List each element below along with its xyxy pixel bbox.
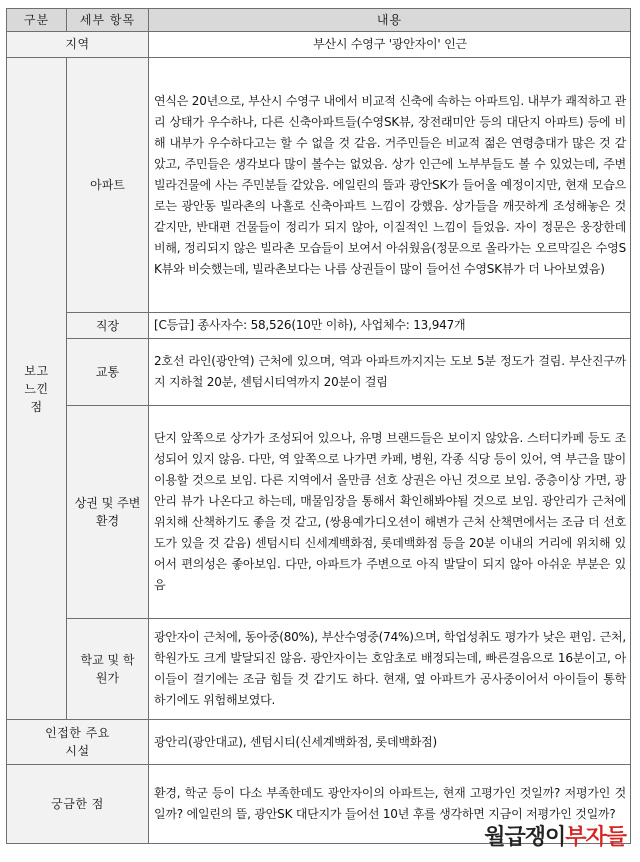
region-label: 지역 <box>7 32 149 58</box>
impression-label-text: 보고 느낀 점 <box>24 363 49 414</box>
region-value: 부산시 수영구 '광안자이' 인근 <box>149 32 631 58</box>
facilities-label <box>7 720 149 765</box>
school-text: 광안자이 근처에, 동아중(80%), 부산수영중(74%)으며, 학업성취도 평가가 낮은 편임. 근처, 학원가도 크게 발달되진 않음. 광안자이는 호암초로 배정되는데, 빠른걸음으로 16분이고, 아이들이 걸기에는 조금 힘들 것 같기도 하다. 현재, 옆 아파트가 공사중이어서 아이들이 통학하기에도 위험해보였다. <box>149 619 631 720</box>
school-row <box>7 619 631 720</box>
commerce-label <box>67 406 149 619</box>
job-label: 직장 <box>67 313 149 339</box>
facilities-row <box>7 720 631 765</box>
apartment-label: 아파트 <box>67 58 149 313</box>
region-row <box>7 32 631 58</box>
apartment-row <box>7 58 631 313</box>
brand-logo <box>484 820 626 851</box>
header-content: 내용 <box>149 9 631 32</box>
transport-row <box>7 339 631 406</box>
job-row <box>7 313 631 339</box>
transport-text: 2호선 라인(광안역) 근처에 있으며, 역과 아파트까지지는 도보 5분 정도가 걸림. 부산진구까지 지하철 20분, 센텀시티역까지 20분이 걸림 <box>149 339 631 406</box>
brand-logo-part2: 부자들 <box>565 825 626 850</box>
header-category: 구분 <box>7 9 67 32</box>
impression-label <box>7 58 67 720</box>
school-label-text: 학교 및 학원가 <box>80 653 135 685</box>
header-subitem: 세부 항목 <box>67 9 149 32</box>
transport-label: 교통 <box>67 339 149 406</box>
question-text: 환경, 학군 등이 다소 부족한데도 광안자이의 아파트는, 현재 고평가인 것일까? 저평가인 것일까? 에일린의 뜰, 광안SK 대단지가 들어선 10년 후를 생각하면 지금이 저평가인 것일까? <box>149 765 631 844</box>
school-label <box>67 619 149 720</box>
question-label: 궁금한 점 <box>7 765 149 844</box>
facilities-label-text: 인접한 주요 시설 <box>45 726 110 758</box>
survey-table <box>6 8 631 844</box>
commerce-text: 단지 앞쪽으로 상가가 조성되어 있으나, 유명 브랜드들은 보이지 않았음. 스터디카페 등도 조성되어 있지 않음. 다만, 역 앞쪽으로 나가면 카페, 병원, 각종 식당 등이 있어, 역 부근을 많이 이용할 것으로 보임. 다른 지역에서 올만큼 선호 상권은 아닌 것으로 보임. 중층이상 가면, 광안리 뷰가 나온다고 하는데, 매물임장을 통해서 확인해봐야될 것으로 보임. 광안리가 근처에 위치해 산책하기도 좋을 것 같고, (쌍용예가디오션이 해변가 근처 산책면에서는 조금 더 선호도가 있을 것 같음) 센텀시티 신세계백화점, 롯데백화점 등을 20분 이내의 거리에 위치해 있어서 편의성은 좋아보임. 다만, 아파트가 주변으로 아직 발달이 되지 않아 아쉬운 부분은 있음 <box>149 406 631 619</box>
brand-logo-part1: 월급쟁이 <box>484 825 566 850</box>
apartment-text: 연식은 20년으로, 부산시 수영구 내에서 비교적 신축에 속하는 아파트임. 내부가 쾌적하고 관리 상태가 우수하나, 다른 신축아파트들(수영SK뷰, 장전래미안 등의 대단지 아파트) 등에 비해 내부가 우수하다고는 할 수 없을 것 같음. 거주민들은 비교적 젊은 연령층대가 많은 것 같았고, 주민들은 생각보다 많이 볼수는 없었음. 상가 인근에 노부부들도 볼 수 있었는데, 주변 빌라건물에 사는 주민분들 같았음. 에일린의 뜰과 광안SK가 들어올 예정이지만, 현재 모습으로는 광안동 빌라촌의 나홀로 신축아파트 느낌이 강했음. 상가들을 깨끗하게 조성해놓은 것 같지만, 반대편 건물들이 정리가 되지 않아, 이질적인 느낌이 들었음. 자이 정문은 웅장한데 비해, 정리되지 않은 빌라촌 모습들이 보여서 아쉬웠음(정문으로 올라가는 오르막길은 수영SK뷰와 비슷했는데, 빌라촌보다는 나름 상권들이 많이 들어선 수영SK뷰가 더 나아보였음) <box>149 58 631 313</box>
commerce-row <box>7 406 631 619</box>
commerce-label-text: 상권 및 주변 환경 <box>74 496 141 528</box>
facilities-value: 광안리(광안대교), 센텀시티(신세계백화점, 롯데백화점) <box>149 720 631 765</box>
header-row <box>7 9 631 32</box>
job-text: [C등급] 종사자수: 58,526(10만 이하), 사업체수: 13,947개 <box>149 313 631 339</box>
